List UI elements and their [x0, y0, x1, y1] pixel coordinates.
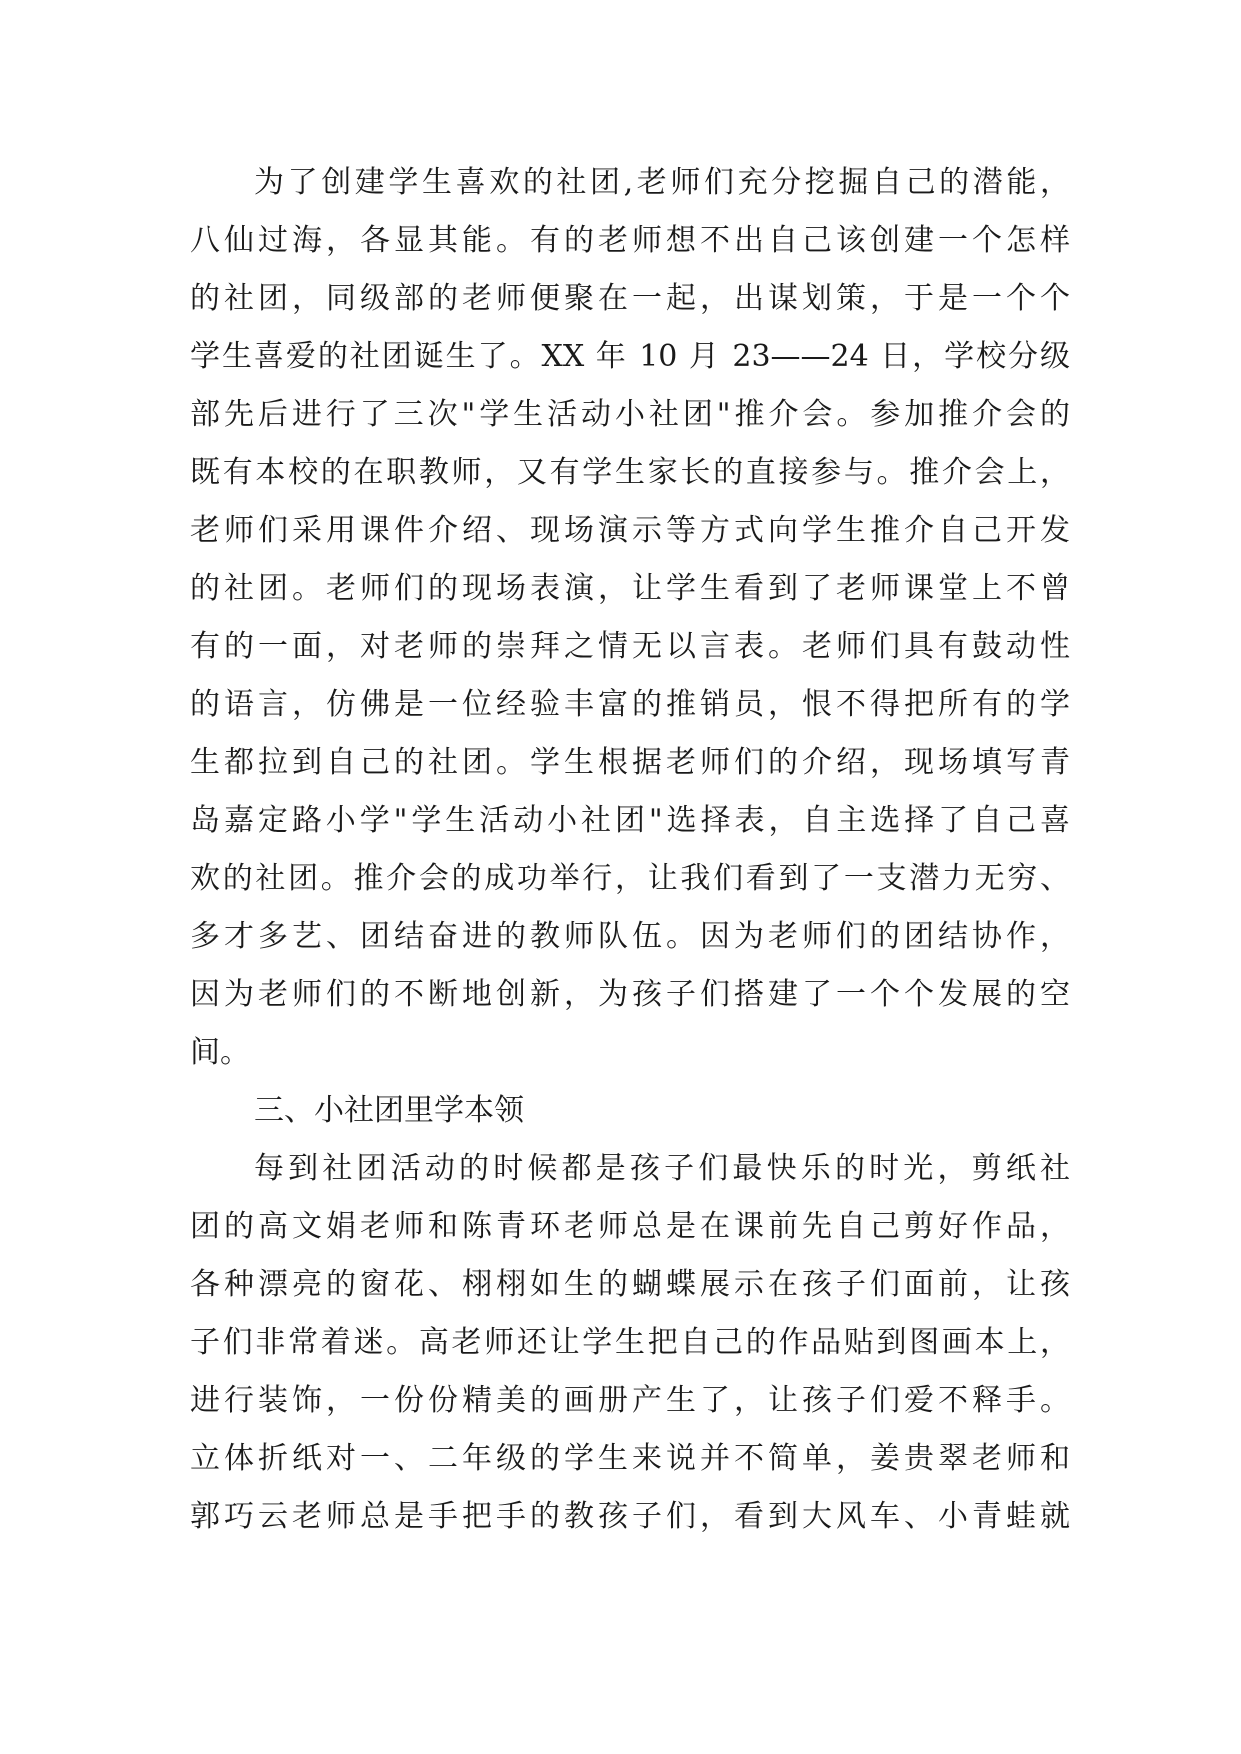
- paragraph-1-line-2: 八仙过海，各显其能。有的老师想不出自己该创建一个怎样: [190, 223, 1070, 258]
- paragraph-1-line-8: 的社团。老师们的现场表演，让学生看到了老师课堂上不曾: [190, 571, 1070, 606]
- paragraph-1-line-12: 岛嘉定路小学"学生活动小社团"选择表，自主选择了自己喜: [190, 803, 1070, 838]
- paragraph-1-line-14: 多才多艺、团结奋进的教师队伍。因为老师们的团结协作，: [190, 919, 1070, 954]
- paragraph-1-line-4: 学生喜爱的社团诞生了。XX 年 10 月 23——24 日，学校分级: [190, 339, 1070, 374]
- section-heading: 三、小社团里学本领: [254, 1093, 524, 1128]
- paragraph-1-line-10: 的语言，仿佛是一位经验丰富的推销员，恨不得把所有的学: [190, 687, 1070, 722]
- paragraph-1-line-11: 生都拉到自己的社团。学生根据老师们的介绍，现场填写青: [190, 745, 1070, 780]
- paragraph-1-line-1: 为了创建学生喜欢的社团,老师们充分挖掘自己的潜能，: [254, 165, 1070, 200]
- paragraph-2-line-1: 每到社团活动的时候都是孩子们最快乐的时光，剪纸社: [254, 1151, 1070, 1186]
- paragraph-2-line-3: 各种漂亮的窗花、栩栩如生的蝴蝶展示在孩子们面前，让孩: [190, 1267, 1070, 1302]
- paragraph-1-line-3: 的社团，同级部的老师便聚在一起，出谋划策，于是一个个: [190, 281, 1070, 316]
- paragraph-1-line-13: 欢的社团。推介会的成功举行，让我们看到了一支潜力无穷、: [190, 861, 1070, 896]
- paragraph-2-line-6: 立体折纸对一、二年级的学生来说并不简单，姜贵翠老师和: [190, 1441, 1070, 1476]
- paragraph-2-line-2: 团的高文娟老师和陈青环老师总是在课前先自己剪好作品，: [190, 1209, 1070, 1244]
- paragraph-2-line-5: 进行装饰，一份份精美的画册产生了，让孩子们爱不释手。: [190, 1383, 1070, 1418]
- paragraph-1-line-5: 部先后进行了三次"学生活动小社团"推介会。参加推介会的: [190, 397, 1070, 432]
- body-text: [190, 154, 1070, 1546]
- paragraph-1-line-7: 老师们采用课件介绍、现场演示等方式向学生推介自己开发: [190, 513, 1070, 548]
- paragraph-1-line-15: 因为老师们的不断地创新，为孩子们搭建了一个个发展的空: [190, 977, 1070, 1012]
- paragraph-2-line-4: 子们非常着迷。高老师还让学生把自己的作品贴到图画本上，: [190, 1325, 1070, 1360]
- paragraph-1-line-6: 既有本校的在职教师，又有学生家长的直接参与。推介会上，: [190, 455, 1070, 490]
- paragraph-2-line-7: 郭巧云老师总是手把手的教孩子们，看到大风车、小青蛙就: [190, 1499, 1070, 1534]
- paragraph-1-line-9: 有的一面，对老师的崇拜之情无以言表。老师们具有鼓动性: [190, 629, 1070, 664]
- paragraph-1-line-16: 间。: [190, 1035, 250, 1070]
